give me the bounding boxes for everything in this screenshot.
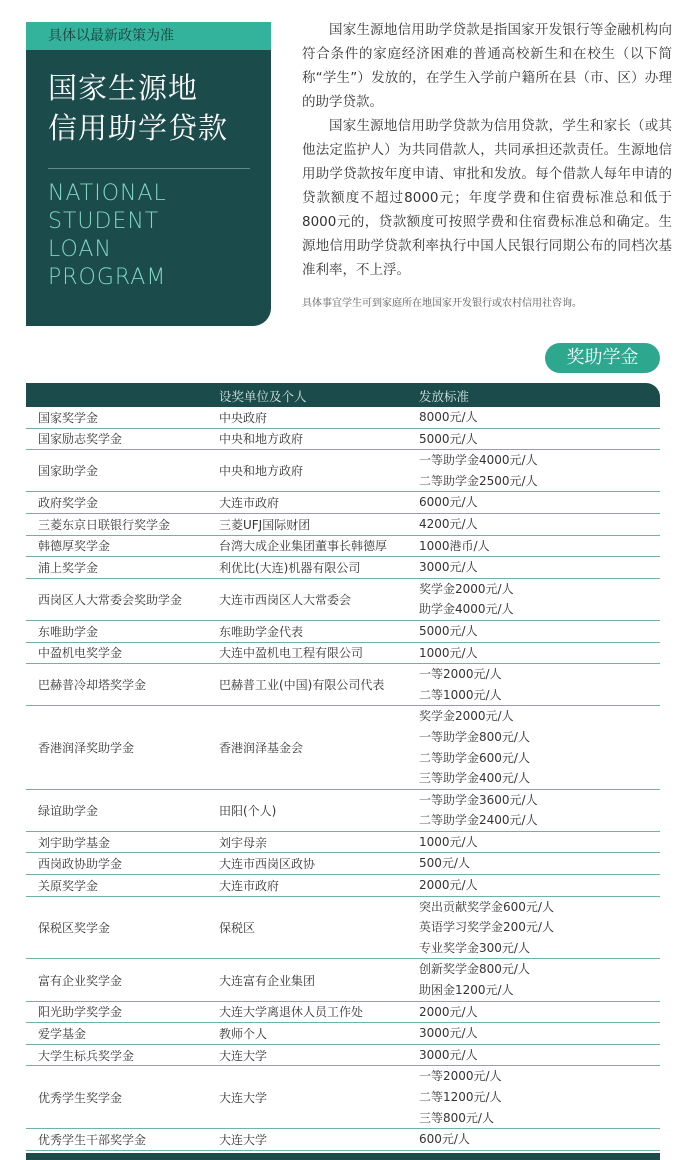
divider <box>48 168 250 169</box>
scholarship-name: 西岗政协助学金 <box>38 857 123 872</box>
standard-line: 一等助学金3600元/人 <box>419 792 538 807</box>
scholarship-org: 巴赫普工业(中国)有限公司代表 <box>219 678 385 693</box>
scholarship-standard <box>419 897 660 959</box>
intro-text <box>302 18 672 282</box>
standard-line: 4200元/人 <box>419 516 478 531</box>
standard-line: 3000元/人 <box>419 1026 478 1041</box>
scholarship-org: 大连市政府 <box>219 878 280 893</box>
scholarship-name: 关原奖学金 <box>38 878 99 893</box>
standard-line: 6000元/人 <box>419 495 478 510</box>
scholarship-org: 大连富有企业集团 <box>219 973 316 988</box>
table-row <box>26 1129 660 1151</box>
scholarship-name: 保税区奖学金 <box>38 921 111 936</box>
scholarship-org: 台湾大成企业集团董事长韩德厚 <box>219 539 388 554</box>
header-org: 设奖单位及个人 <box>219 389 307 404</box>
scholarship-org: 大连大学 <box>219 1132 268 1147</box>
standard-line: 三等800元/人 <box>419 1110 494 1125</box>
standard-line: 500元/人 <box>419 856 470 871</box>
scholarship-name: 绿谊助学金 <box>38 803 99 818</box>
section-title-scholarships: 奖助学金 <box>545 343 660 373</box>
standard-line: 突出贡献奖学金600元/人 <box>419 899 554 914</box>
panel-english-title <box>48 180 167 292</box>
table-row <box>26 621 660 643</box>
scholarship-name: 香港润泽奖助学金 <box>38 741 135 755</box>
scholarship-name: 西岗区人大常委会奖助学金 <box>38 592 183 607</box>
standard-line: 专业奖学金300元/人 <box>419 940 530 955</box>
table-row <box>26 790 660 832</box>
header-standard: 发放标准 <box>419 389 470 404</box>
table-row <box>26 959 660 1001</box>
standard-line: 二等1000元/人 <box>419 687 502 702</box>
standard-line: 1000元/人 <box>419 834 478 849</box>
scholarship-name: 刘宇助学基金 <box>38 835 111 850</box>
table-row <box>26 706 660 789</box>
scholarship-standard <box>419 1066 660 1128</box>
scholarship-name: 优秀学生干部奖学金 <box>38 1132 147 1147</box>
scholarship-org: 三菱UFJ国际财团 <box>219 517 311 532</box>
scholarship-org: 大连市西岗区人大常委会 <box>219 592 352 607</box>
table-row <box>26 853 660 875</box>
table-footer-bar <box>26 1153 660 1160</box>
scholarship-org: 大连中盈机电工程有限公司 <box>219 646 364 661</box>
standard-line: 3000元/人 <box>419 560 478 575</box>
table-row <box>26 429 660 451</box>
scholarship-name: 阳光助学奖学金 <box>38 1005 123 1020</box>
english-line: PROGRAM <box>48 265 167 290</box>
standard-line: 2000元/人 <box>419 1004 478 1019</box>
table-row <box>26 1002 660 1024</box>
standard-line: 三等助学金400元/人 <box>419 771 530 786</box>
policy-note-tab: 具体以最新政策为准 <box>26 22 271 50</box>
scholarship-standard <box>419 664 660 705</box>
scholarship-standard <box>419 790 660 831</box>
scholarship-standard <box>419 579 660 620</box>
scholarship-standard <box>419 706 660 788</box>
scholarship-standard <box>419 621 660 642</box>
scholarship-org: 中央政府 <box>219 410 268 425</box>
scholarship-standard <box>419 832 660 853</box>
scholarship-standard <box>419 1002 660 1023</box>
table-row <box>26 1045 660 1067</box>
standard-line: 3000元/人 <box>419 1047 478 1062</box>
scholarship-name: 国家助学金 <box>38 464 99 479</box>
panel-title <box>48 68 228 148</box>
scholarship-name: 富有企业奖学金 <box>38 973 123 988</box>
standard-line: 奖学金2000元/人 <box>419 709 514 724</box>
scholarship-standard <box>419 492 660 513</box>
scholarship-standard <box>419 875 660 896</box>
table-row <box>26 897 660 960</box>
standard-line: 一等2000元/人 <box>419 667 502 682</box>
standard-line: 奖学金2000元/人 <box>419 581 514 596</box>
standard-line: 8000元/人 <box>419 410 478 424</box>
intro-paragraph: 国家生源地信用助学贷款是指国家开发银行等金融机构向符合条件的家庭经济困难的普通高校新生和在校生（以下简称“学生”）发放的，在学生入学前户籍所在县（市、区）办理的助学贷款。 <box>302 22 672 110</box>
scholarship-name: 韩德厚奖学金 <box>38 539 111 554</box>
table-row <box>26 1023 660 1045</box>
scholarship-standard <box>419 536 660 557</box>
scholarship-org: 利优比(大连)机器有限公司 <box>219 560 361 575</box>
table-row <box>26 407 660 429</box>
table-row <box>26 492 660 514</box>
scholarship-standard <box>419 557 660 578</box>
scholarship-org: 大连大学 <box>219 1048 268 1063</box>
standard-line: 二等助学金600元/人 <box>419 750 530 765</box>
scholarship-standard <box>419 514 660 535</box>
scholarship-standard <box>419 1023 660 1044</box>
table-row <box>26 875 660 897</box>
table-row <box>26 579 660 621</box>
table-row <box>26 514 660 536</box>
english-line: STUDENT <box>48 209 160 234</box>
standard-line: 5000元/人 <box>419 431 478 446</box>
scholarship-org: 大连大学 <box>219 1090 268 1105</box>
scholarship-name: 政府奖学金 <box>38 496 99 511</box>
scholarship-name: 中盈机电奖学金 <box>38 646 123 661</box>
scholarship-org: 中央和地方政府 <box>219 432 304 447</box>
panel-title-line: 国家生源地 <box>48 71 199 105</box>
scholarship-name: 东唯助学金 <box>38 624 99 639</box>
scholarship-org: 大连市政府 <box>219 496 280 511</box>
table-row <box>26 1066 660 1129</box>
scholarship-name: 大学生标兵奖学金 <box>38 1048 135 1063</box>
standard-line: 二等1200元/人 <box>419 1090 502 1104</box>
scholarship-standard <box>419 429 660 450</box>
standard-line: 600元/人 <box>419 1132 470 1147</box>
scholarship-org: 中央和地方政府 <box>219 464 304 479</box>
table-body <box>26 407 660 1151</box>
scholarship-org: 东唯助学金代表 <box>219 624 304 639</box>
scholarship-name: 国家奖学金 <box>38 410 99 425</box>
standard-line: 5000元/人 <box>419 623 478 638</box>
standard-line: 助学金4000元/人 <box>419 602 514 617</box>
scholarship-name: 爱学基金 <box>38 1027 87 1042</box>
scholarship-org: 保税区 <box>219 921 256 936</box>
standard-line: 英语学习奖学金200元/人 <box>419 920 554 935</box>
scholarship-standard <box>419 1045 660 1066</box>
standard-line: 1000元/人 <box>419 645 478 660</box>
standard-line: 一等助学金800元/人 <box>419 729 530 744</box>
standard-line: 1000港币/人 <box>419 538 490 553</box>
scholarship-standard <box>419 853 660 874</box>
table-row <box>26 557 660 579</box>
scholarship-standard <box>419 407 660 428</box>
scholarship-org: 刘宇母亲 <box>219 835 268 850</box>
scholarship-standard <box>419 1129 660 1150</box>
scholarship-name: 优秀学生奖学金 <box>38 1090 123 1105</box>
standard-line: 助困金1200元/人 <box>419 983 514 998</box>
standard-line: 二等助学金2400元/人 <box>419 813 538 828</box>
scholarship-org: 田阳(个人) <box>219 803 277 818</box>
scholarship-standard <box>419 643 660 664</box>
title-panel <box>26 22 271 326</box>
table-row <box>26 450 660 492</box>
scholarship-standard <box>419 959 660 1000</box>
scholarship-org: 大连大学离退休人员工作处 <box>219 1005 364 1020</box>
table-header <box>26 383 660 407</box>
consult-note: 具体事宜学生可到家庭所在地国家开发银行或农村信用社咨询。 <box>302 298 582 309</box>
english-line: NATIONAL <box>48 181 167 206</box>
standard-line: 2000元/人 <box>419 878 478 893</box>
scholarship-name: 国家励志奖学金 <box>38 432 123 447</box>
standard-line: 创新奖学金800元/人 <box>419 962 530 977</box>
panel-title-line: 信用助学贷款 <box>48 111 229 145</box>
table-row <box>26 536 660 558</box>
scholarship-table <box>26 383 660 1160</box>
standard-line: 二等助学金2500元/人 <box>419 473 538 488</box>
english-line: LOAN <box>48 237 112 262</box>
table-row <box>26 664 660 706</box>
scholarship-name: 浦上奖学金 <box>38 560 99 575</box>
scholarship-name: 三菱东京日联银行奖学金 <box>38 517 171 532</box>
standard-line: 一等助学金4000元/人 <box>419 453 538 468</box>
standard-line: 一等2000元/人 <box>419 1069 502 1084</box>
intro-paragraph: 国家生源地信用助学贷款为信用贷款，学生和家长（或其他法定监护人）为共同借款人，共同承担还款责任。生源地信用助学贷款按年度申请、审批和发放。每个借款人每年申请的贷款额度不超过8000元；年度学费和住宿费标准总和低于8000元的，贷款额度可按照学费和住宿费标准总和确定。生源地信用助学贷款利率执行中国人民银行同期公布的同档次基准利率，不上浮。 <box>302 118 672 278</box>
table-row <box>26 643 660 665</box>
table-row <box>26 832 660 854</box>
scholarship-org: 香港润泽基金会 <box>219 741 304 755</box>
scholarship-org: 大连市西岗区政协 <box>219 857 316 872</box>
scholarship-name: 巴赫普冷却塔奖学金 <box>38 678 147 693</box>
scholarship-org: 教师个人 <box>219 1027 268 1042</box>
scholarship-standard <box>419 450 660 491</box>
